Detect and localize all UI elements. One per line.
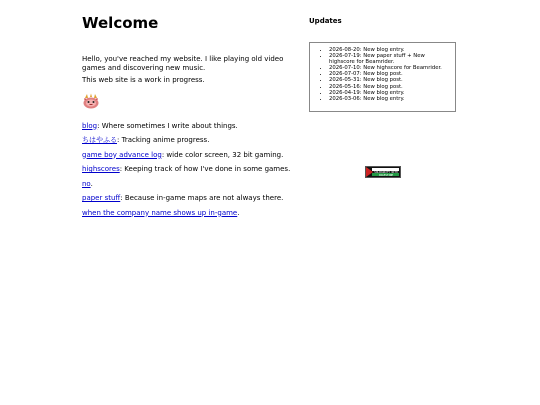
paper-stuff-desc: : Because in-game maps are not always there.: [120, 194, 284, 202]
update-item: • 2026-05-31: New blog post.: [329, 77, 452, 83]
updates-list: [313, 47, 452, 102]
update-item: • 2026-07-19: New paper stuff + New highscore for Beamrider.: [329, 53, 452, 65]
highscores-desc: : Keeping track of how I've done in some games.: [119, 165, 291, 173]
badge-triangle: [366, 167, 373, 177]
list-item-no: [82, 180, 307, 189]
anime-link[interactable]: ちはやふる: [82, 136, 117, 144]
blog-desc: : Where sometimes I write about things.: [97, 121, 238, 130]
no-link[interactable]: no: [82, 179, 91, 188]
updates-box: [309, 42, 456, 112]
update-item: • 2026-08-20: New blog entry.: [329, 47, 452, 53]
badge-text: SOLIDARITY WITH PALESTINE: [374, 170, 398, 177]
list-item-paper: [82, 194, 307, 203]
company-name-desc: .: [237, 208, 240, 217]
company-name-link[interactable]: when the company name shows up in-game: [82, 208, 238, 217]
update-item: • 2026-07-10: New highscore for Beamrider.: [329, 65, 452, 71]
list-item-anime: [82, 136, 307, 145]
updates-title: Updates: [309, 17, 342, 25]
update-item: • 2026-07-07: New blog post.: [329, 71, 452, 77]
main-column: [82, 14, 307, 223]
palestine-solidarity-badge[interactable]: [365, 166, 401, 178]
anime-desc: : Tracking anime progress.: [117, 136, 210, 144]
list-item-highscores: [82, 165, 307, 174]
list-item-blog: [82, 122, 307, 131]
list-item-company: [82, 209, 307, 218]
gba-log-desc: : wide color screen, 32 bit gaming.: [161, 150, 284, 159]
blog-link[interactable]: blog: [82, 121, 98, 130]
update-item: • 2026-03-06: New blog entry.: [329, 96, 452, 102]
wip-text: This web site is a work in progress.: [82, 76, 205, 84]
mascot-icon: [82, 93, 100, 109]
no-desc: .: [90, 179, 93, 188]
paper-stuff-link[interactable]: paper stuff: [82, 194, 121, 202]
update-item: • 2026-05-16: New blog post.: [329, 84, 452, 90]
list-item-gba: [82, 151, 307, 160]
highscores-link[interactable]: highscores: [82, 165, 120, 173]
gba-log-link[interactable]: game boy advance log: [82, 150, 162, 159]
updates-column: [309, 17, 459, 112]
page-title: Welcome: [82, 14, 159, 32]
intro-text: Hello, you've reached my website. I like playing old video games and discovering new music.: [82, 55, 284, 72]
update-item: • 2026-04-19: New blog entry.: [329, 90, 452, 96]
